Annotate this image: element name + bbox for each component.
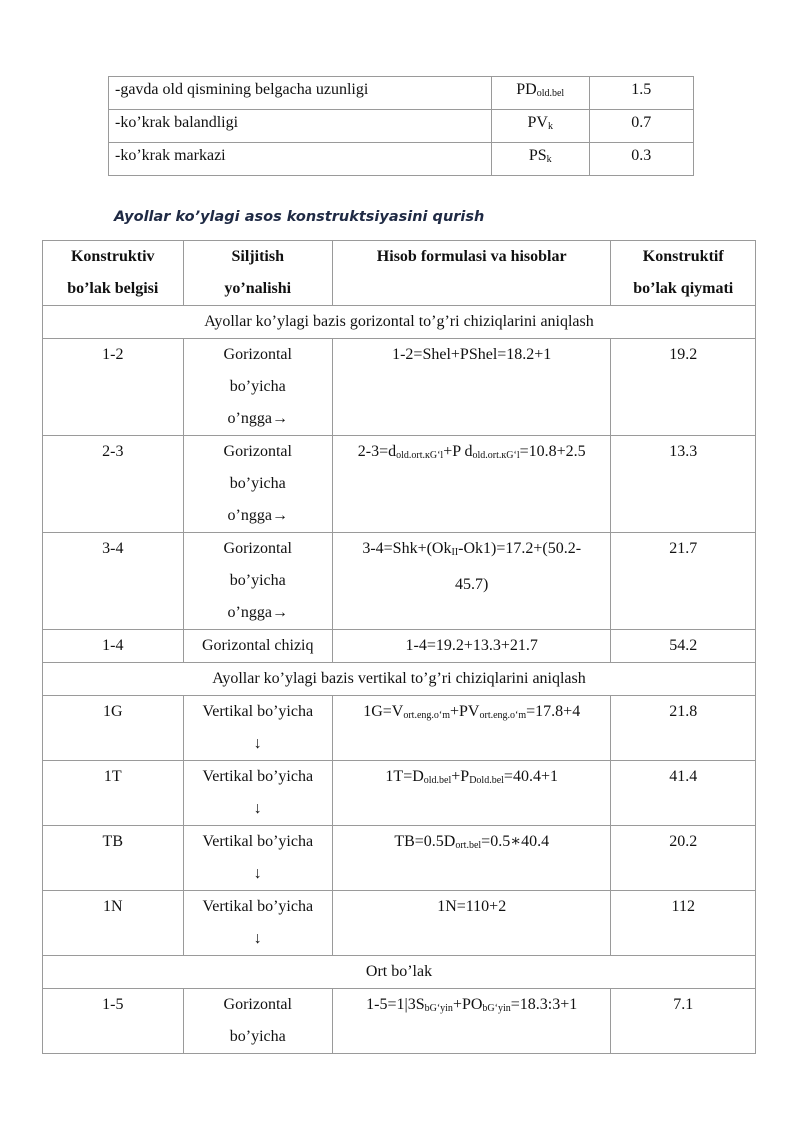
header-code: Konstruktiv bo’lak belgisi xyxy=(43,241,184,306)
cell-direction: Gorizontal chiziq xyxy=(183,630,332,663)
cell-formula: $TB=0.5D_{ort.bel}=0.5∗40.4$ xyxy=(332,826,611,891)
measure-symbol: $PS_k$ xyxy=(491,143,589,176)
table-row xyxy=(43,436,756,533)
arrow-down-icon: ↓ xyxy=(253,800,262,817)
section-title: Ort bo’lak xyxy=(43,956,756,989)
cell-value: 41.4 xyxy=(611,761,756,826)
measure-value: 0.7 xyxy=(589,110,693,143)
table-row xyxy=(43,761,756,826)
cell-formula: $1G=V_{ort.eng.o‘m}+PV_{ort.eng.o‘m}=17.8+4$ xyxy=(332,696,611,761)
table-row xyxy=(43,533,756,630)
cell-code: 3-4 xyxy=(43,533,184,630)
table-row xyxy=(43,630,756,663)
cell-value: 21.8 xyxy=(611,696,756,761)
header-value: Konstruktif bo’lak qiymati xyxy=(611,241,756,306)
cell-direction: Gorizontal bo’yicha o’ngga→ xyxy=(183,339,332,436)
header-formula: Hisob formulasi va hisoblar xyxy=(332,241,611,306)
section-title: Ayollar ko’ylagi bazis vertikal to’g’ri chiziqlarini aniqlash xyxy=(43,663,756,696)
cell-code: 1T xyxy=(43,761,184,826)
section-row xyxy=(43,306,756,339)
cell-code: 1-2 xyxy=(43,339,184,436)
cell-value: 20.2 xyxy=(611,826,756,891)
table-row xyxy=(43,339,756,436)
table-row xyxy=(109,110,694,143)
arrow-down-icon: ↓ xyxy=(253,865,262,882)
cell-value: 21.7 xyxy=(611,533,756,630)
cell-direction: Vertikal bo’yicha ↓ xyxy=(183,826,332,891)
measure-value: 0.3 xyxy=(589,143,693,176)
cell-code: 1-4 xyxy=(43,630,184,663)
construction-table xyxy=(42,240,756,1054)
section-row xyxy=(43,663,756,696)
cell-code: TB xyxy=(43,826,184,891)
measure-label: -ko’krak balandligi xyxy=(109,110,492,143)
measure-value: 1.5 xyxy=(589,77,693,110)
section-title: Ayollar ko’ylagi bazis gorizontal to’g’ri chiziqlarini aniqlash xyxy=(43,306,756,339)
cell-direction: Gorizontal bo’yicha o’ngga→ xyxy=(183,533,332,630)
table-header-row xyxy=(43,241,756,306)
cell-code: 1G xyxy=(43,696,184,761)
cell-formula: $3-4=Shk+(Ok_{II}-Ok1)=17.2+(50.2-$ 45.7) xyxy=(332,533,611,630)
cell-direction: Vertikal bo’yicha ↓ xyxy=(183,761,332,826)
cell-value: 54.2 xyxy=(611,630,756,663)
cell-direction: Gorizontal bo’yicha o’ngga→ xyxy=(183,436,332,533)
section-heading: Ayollar ko’ylagi asos konstruktsiyasini qurish xyxy=(114,209,485,225)
cell-formula: $1-5=1|3S_{bG‘yin}+PO_{bG‘yin}=18.3:3+1$ xyxy=(332,989,611,1054)
measure-label: -gavda old qismining belgacha uzunligi xyxy=(109,77,492,110)
cell-code: 1N xyxy=(43,891,184,956)
cell-code: 1-5 xyxy=(43,989,184,1054)
table-row xyxy=(43,989,756,1054)
measurement-table xyxy=(108,76,694,176)
cell-formula: $2-3=d_{old.ort.кG‘l}+P$ $d_{old.ort.кG‘l}=10.8+2.5$ xyxy=(332,436,611,533)
cell-formula: 1-4=19.2+13.3+21.7 xyxy=(332,630,611,663)
table-row xyxy=(43,891,756,956)
cell-value: 13.3 xyxy=(611,436,756,533)
measure-symbol: $PV_k$ xyxy=(491,110,589,143)
cell-value: 19.2 xyxy=(611,339,756,436)
arrow-down-icon: ↓ xyxy=(253,735,262,752)
cell-direction: Gorizontal bo’yicha xyxy=(183,989,332,1054)
cell-direction: Vertikal bo’yicha ↓ xyxy=(183,891,332,956)
cell-value: 112 xyxy=(611,891,756,956)
measure-label: -ko’krak markazi xyxy=(109,143,492,176)
arrow-down-icon: ↓ xyxy=(253,930,262,947)
measure-symbol: $PD_{old.bel}$ xyxy=(491,77,589,110)
table-row xyxy=(109,143,694,176)
table-row xyxy=(43,826,756,891)
header-direction: Siljitish yo’nalishi xyxy=(183,241,332,306)
cell-formula: $1T=D_{old.bel}+P_{Dold.bel}=40.4+1$ xyxy=(332,761,611,826)
table-row xyxy=(109,77,694,110)
section-row xyxy=(43,956,756,989)
cell-value: 7.1 xyxy=(611,989,756,1054)
table-row xyxy=(43,696,756,761)
cell-code: 2-3 xyxy=(43,436,184,533)
cell-direction: Vertikal bo’yicha ↓ xyxy=(183,696,332,761)
cell-formula: 1N=110+2 xyxy=(332,891,611,956)
cell-formula: 1-2=Shel+PShel=18.2+1 xyxy=(332,339,611,436)
